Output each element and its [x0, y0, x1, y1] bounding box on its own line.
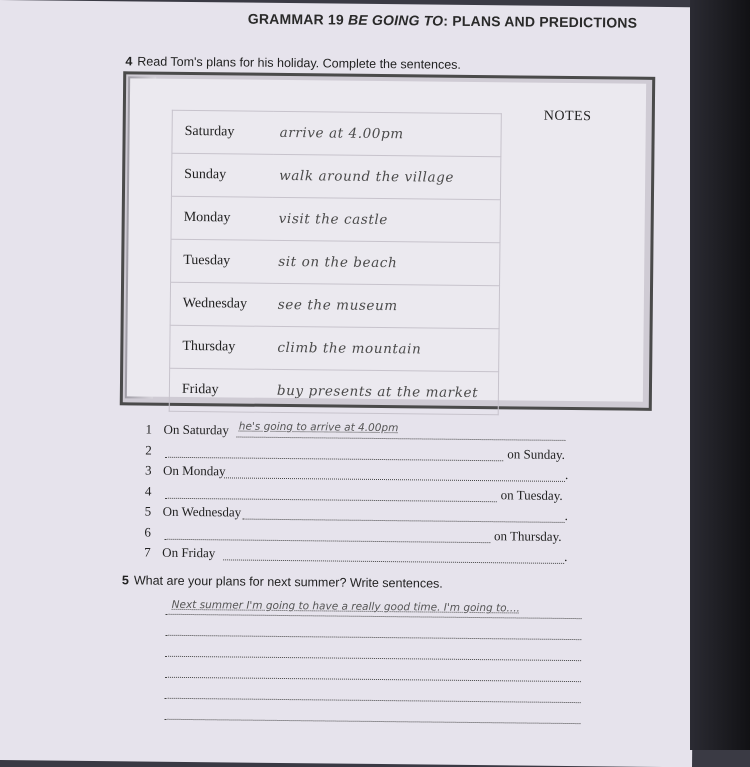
sentence-number: 4 [144, 483, 152, 499]
page-header [248, 11, 638, 31]
plan-day: Thursday [170, 325, 272, 369]
writing-line[interactable] [165, 635, 581, 640]
exercise-4-instruction [125, 54, 461, 72]
exercise-4-number: 4 [125, 54, 133, 69]
plan-activity: sit on the beach [272, 240, 500, 285]
plan-activity: visit the castle [272, 197, 500, 242]
sentence-start: On Monday [163, 462, 226, 479]
plan-day: Monday [171, 196, 273, 240]
exercise-5-example-answer: Next summer I'm going to have a really good time. I'm going to.... [171, 598, 520, 615]
plan-activity: climb the mountain [271, 326, 499, 371]
plan-activity: walk around the village [273, 154, 501, 199]
sentence-number: 6 [144, 524, 152, 540]
sentence-end: on Tuesday. [500, 486, 563, 503]
notes-paper [127, 78, 646, 401]
sentence-number: 1 [145, 421, 153, 437]
header-topic: BE GOING TO [347, 11, 444, 29]
sentence-number: 5 [144, 503, 152, 519]
answer-line[interactable] [242, 519, 564, 523]
sentence-end: . [564, 548, 568, 564]
sentence-item [144, 544, 568, 569]
writing-line[interactable] [165, 698, 581, 703]
sentence-end: . [564, 507, 568, 523]
header-suffix: : PLANS AND PREDICTIONS [443, 12, 638, 31]
exercise-5-instruction [122, 573, 443, 590]
header-prefix: GRAMMAR 19 [247, 10, 349, 28]
answer-line[interactable] [164, 538, 490, 542]
writing-line[interactable] [165, 656, 581, 661]
answer-line[interactable] [237, 437, 566, 441]
writing-line[interactable] [166, 614, 582, 619]
exercise-5-number: 5 [121, 573, 129, 588]
sentence-end: . [564, 466, 569, 482]
plan-row [170, 282, 499, 328]
plan-activity: buy presents at the market [271, 369, 499, 414]
plan-activity: see the museum [272, 283, 500, 328]
plan-row [172, 110, 501, 156]
writing-line[interactable] [164, 719, 580, 724]
plan-row [169, 368, 498, 414]
sentence-number: 3 [145, 462, 152, 478]
sentence-start: On Friday [162, 544, 216, 561]
plans-table [169, 110, 502, 415]
plan-day: Wednesday [170, 282, 272, 326]
plan-row [170, 325, 499, 371]
plan-day: Sunday [171, 153, 273, 197]
plan-row [171, 153, 500, 199]
sentence-end: on Sunday. [507, 445, 566, 462]
handwritten-answer: he's going to arrive at 4.00pm [238, 420, 399, 435]
plan-activity: arrive at 4.00pm [273, 111, 501, 156]
plan-day: Tuesday [171, 239, 273, 283]
plan-day: Saturday [172, 110, 274, 154]
answer-line[interactable] [165, 497, 497, 501]
notes-board [120, 71, 655, 411]
plan-day: Friday [169, 368, 271, 412]
sentence-number: 7 [144, 544, 151, 560]
sentence-start: On Wednesday [162, 503, 242, 520]
exercise-4-text: Read Tom's plans for his holiday. Complete the sentences. [137, 54, 462, 72]
plan-row [171, 239, 500, 285]
sentence-number: 2 [145, 442, 152, 458]
answer-line[interactable] [224, 477, 565, 482]
answer-line[interactable] [165, 456, 503, 461]
writing-lines [0, 0, 700, 7]
answer-line[interactable] [223, 559, 564, 564]
notes-label: NOTES [543, 108, 592, 125]
sentence-start: On Saturday [163, 421, 229, 438]
desk-background [690, 0, 750, 750]
writing-line[interactable] [165, 677, 581, 682]
plan-row [171, 196, 500, 242]
exercise-5-text: What are your plans for next summer? Write sentences. [133, 573, 443, 591]
sentence-end: on Thursday. [493, 527, 562, 544]
